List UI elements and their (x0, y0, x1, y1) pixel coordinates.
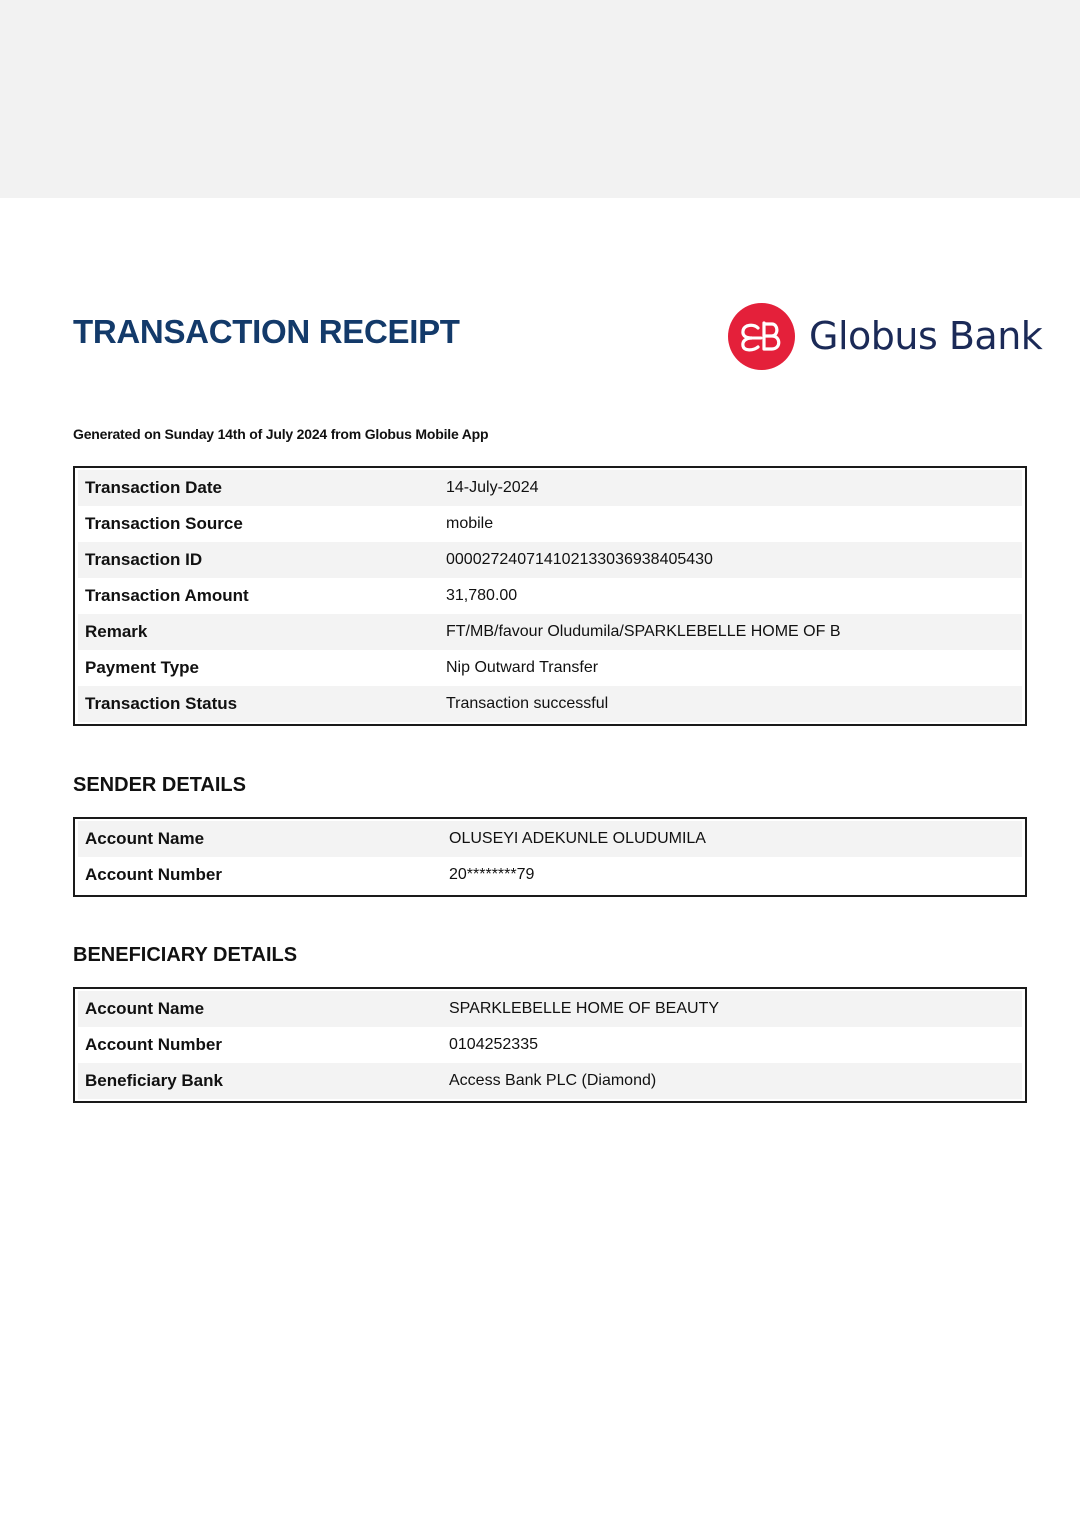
row-label: Account Name (85, 999, 205, 1018)
table-row (78, 857, 1022, 893)
beneficiary-details-heading: BENEFICIARY DETAILS (73, 944, 298, 966)
row-label: Beneficiary Bank (85, 1071, 223, 1090)
table-row (78, 578, 1022, 614)
row-value: Access Bank PLC (Diamond) (449, 1072, 657, 1089)
row-label: Payment Type (85, 658, 200, 677)
row-value: 31,780.00 (446, 587, 518, 604)
beneficiary-details-table (73, 987, 1027, 1103)
table-row (78, 1027, 1022, 1063)
table-row (78, 1063, 1022, 1099)
sender-details-table (73, 817, 1027, 897)
bank-name: Globus Bank (809, 314, 1043, 358)
globus-bank-logo-icon (728, 303, 795, 370)
row-label: Remark (85, 622, 148, 641)
row-label: Account Name (85, 829, 205, 848)
row-label: Transaction Date (85, 478, 222, 497)
row-value: mobile (446, 515, 494, 532)
row-value: 000027240714102133036938405430 (446, 551, 713, 568)
generated-note: Generated on Sunday 14th of July 2024 from Globus Mobile App (73, 426, 489, 442)
receipt-title: TRANSACTION RECEIPT (73, 313, 460, 350)
transaction-details-table (73, 466, 1027, 726)
table-row (78, 470, 1022, 506)
row-value: SPARKLEBELLE HOME OF BEAUTY (449, 1000, 720, 1017)
table-row (78, 614, 1022, 650)
row-value: 0104252335 (449, 1036, 538, 1053)
table-row (78, 991, 1022, 1027)
row-label: Transaction Amount (85, 586, 249, 605)
row-value: 14-July-2024 (446, 479, 539, 496)
table-row (78, 686, 1022, 722)
bank-logo (728, 302, 1042, 370)
table-row (78, 650, 1022, 686)
row-label: Transaction Status (85, 694, 238, 713)
row-label: Transaction Source (85, 514, 243, 533)
row-value: OLUSEYI ADEKUNLE OLUDUMILA (449, 830, 706, 847)
table-row (78, 542, 1022, 578)
row-label: Transaction ID (85, 550, 203, 569)
row-value: 20********79 (449, 866, 535, 883)
sender-details-heading: SENDER DETAILS (73, 774, 246, 796)
row-value: Transaction successful (446, 695, 609, 712)
row-value: Nip Outward Transfer (446, 659, 599, 676)
top-band (0, 0, 1080, 198)
table-row (78, 821, 1022, 857)
row-label: Account Number (85, 1035, 222, 1054)
row-value: FT/MB/favour Oludumila/SPARKLEBELLE HOME OF B (446, 623, 841, 640)
row-label: Account Number (85, 865, 222, 884)
table-row (78, 506, 1022, 542)
